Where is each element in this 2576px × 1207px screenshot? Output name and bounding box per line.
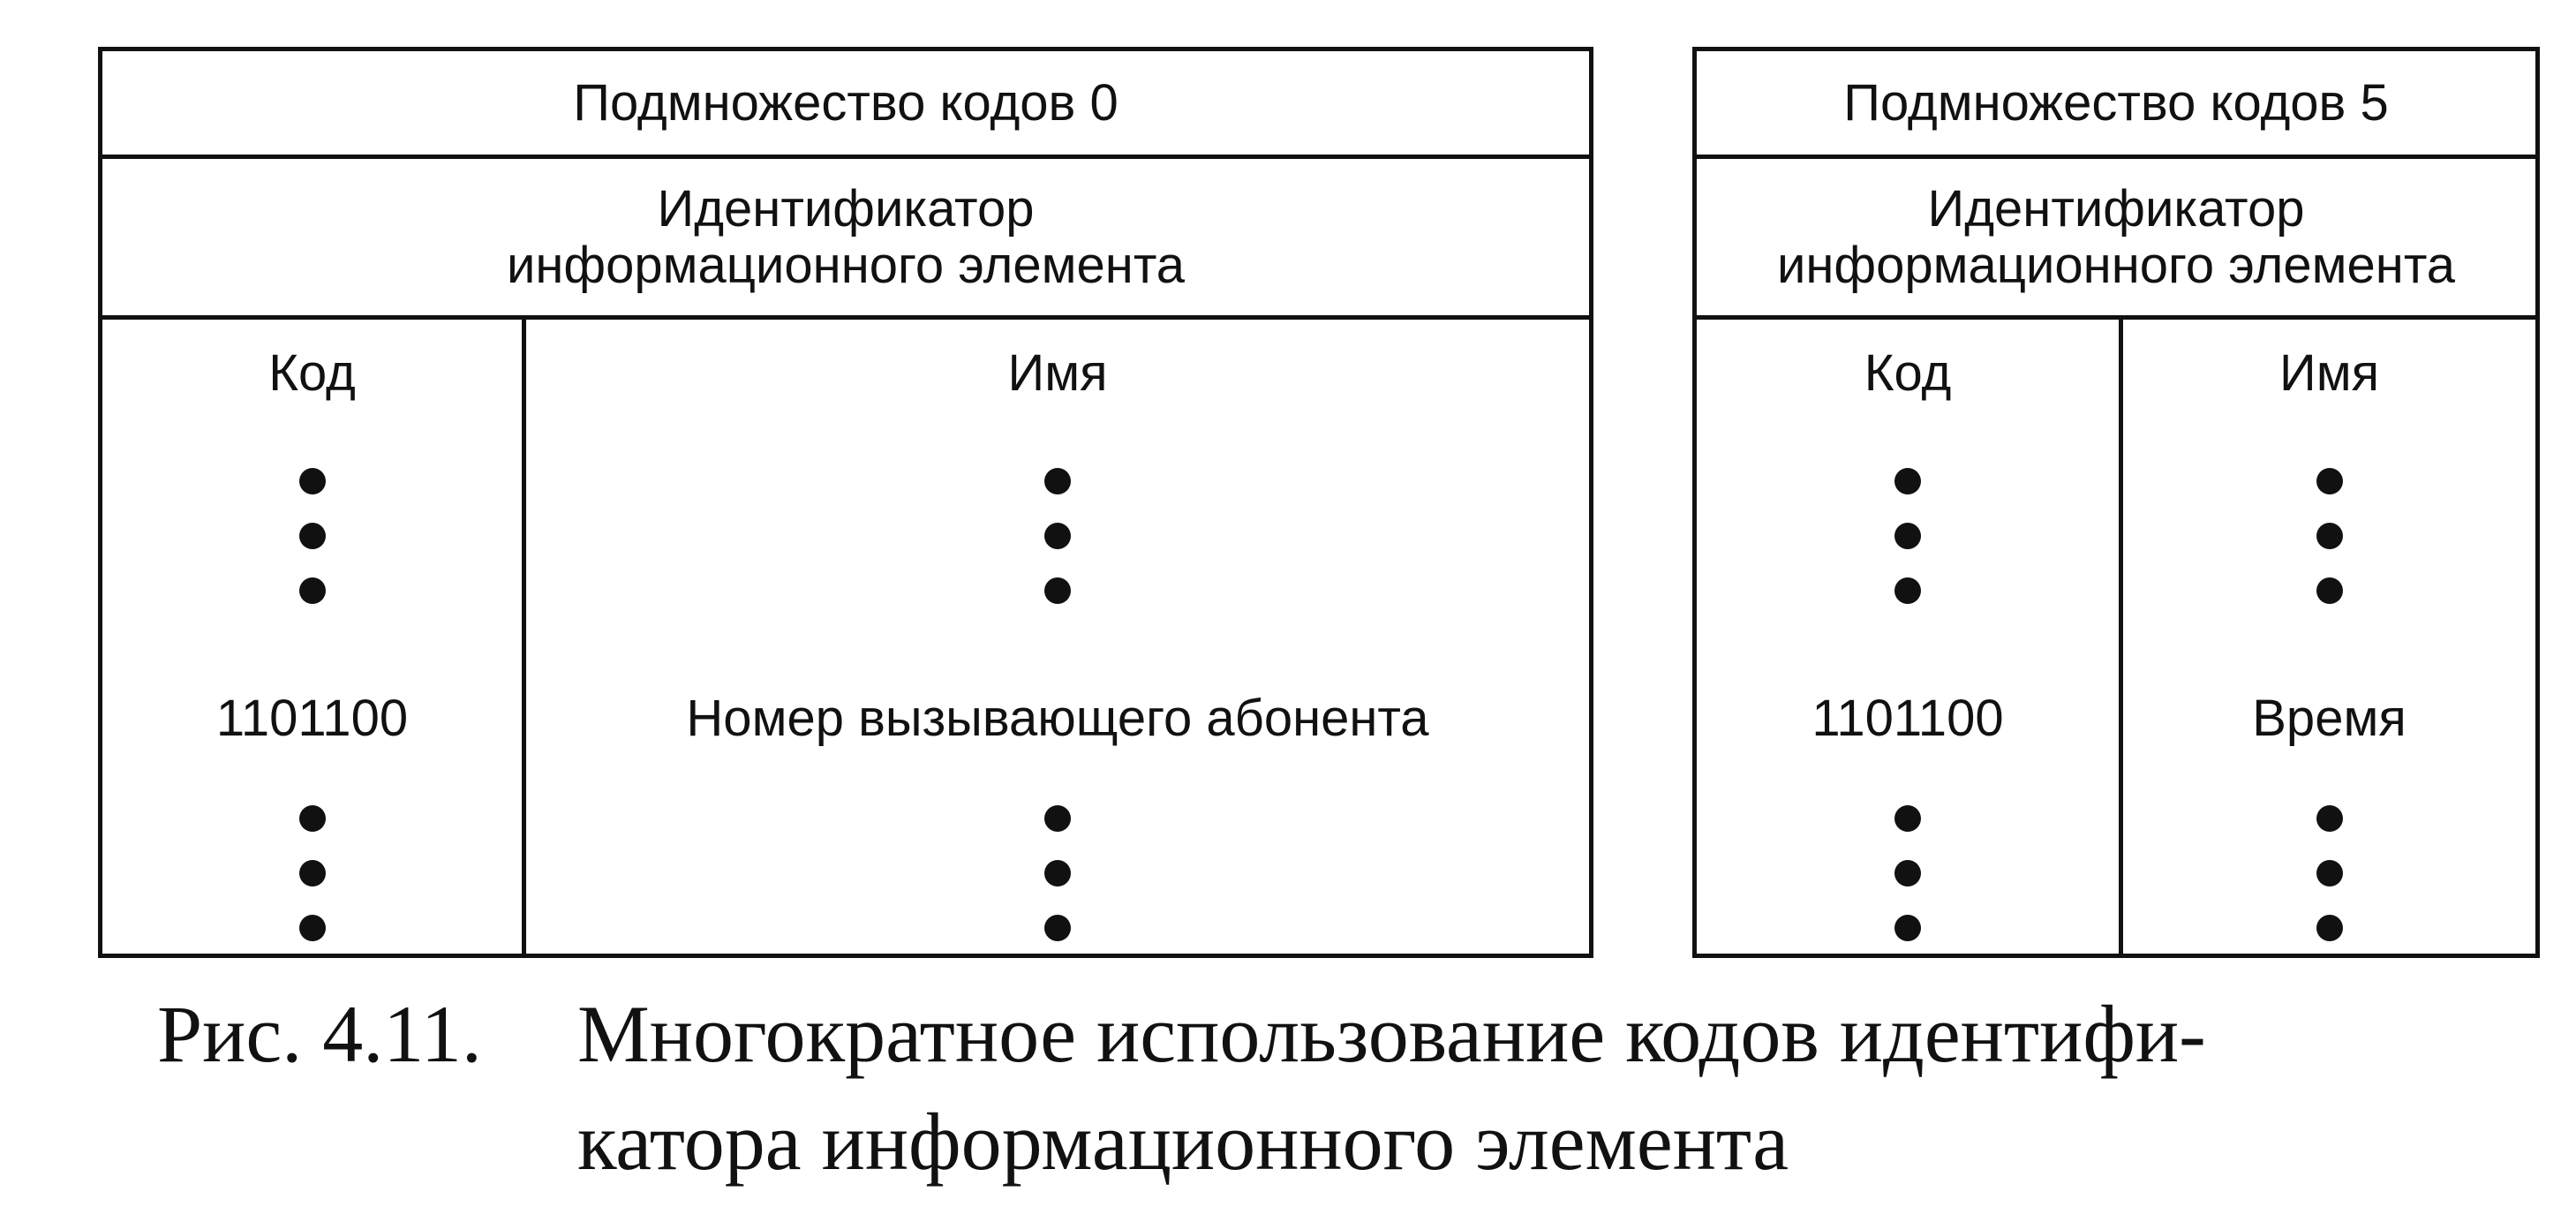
ellipsis-dots-bottom [1697, 805, 2119, 969]
ie-identifier-header-line-1: Идентификатор [1927, 179, 2305, 238]
dot [1894, 523, 1921, 549]
dot [1044, 805, 1071, 832]
ie-identifier-header [102, 159, 1589, 320]
code-value: 1101100 [215, 690, 409, 747]
figure-number: Рис. 4.11. [157, 989, 482, 1079]
dot [299, 577, 326, 604]
dot [1044, 860, 1071, 886]
dot [2316, 860, 2343, 886]
name-value: Время [2252, 690, 2407, 747]
figure-caption-text [577, 980, 2520, 1196]
ellipsis-dots-top [526, 468, 1589, 632]
ellipsis-dots-top [102, 468, 522, 632]
ie-identifier-header-line-2: информационного элемента [507, 236, 1185, 294]
code-column [1697, 320, 2123, 954]
name-column-body [2123, 426, 2535, 954]
code-column-body [102, 426, 522, 954]
ellipsis-dots-top [2123, 468, 2535, 632]
code-subset-5-table [1692, 47, 2540, 958]
figure-caption-line-2: катора информационного элемента [577, 1097, 1789, 1187]
dot [2316, 577, 2343, 604]
dot [1044, 468, 1071, 494]
ellipsis-dots-bottom [2123, 805, 2535, 969]
ie-identifier-header [1697, 159, 2535, 320]
ellipsis-dots-top [1697, 468, 2119, 632]
ie-identifier-header-line-1: Идентификатор [657, 179, 1035, 238]
code-column [102, 320, 526, 954]
name-column-body [526, 426, 1589, 954]
figure-caption-line-1: Многократное использование кодов идентифи- [577, 989, 2206, 1079]
code-value: 1101100 [1811, 690, 2004, 747]
dot [1044, 523, 1071, 549]
dot [2316, 523, 2343, 549]
code-column-header: Код [268, 343, 356, 402]
dot [299, 468, 326, 494]
table-title: Подмножество кодов 0 [102, 51, 1589, 159]
ellipsis-dots-bottom [102, 805, 522, 969]
ie-identifier-header-line-2: информационного элемента [1777, 236, 2455, 294]
dot [1044, 577, 1071, 604]
dot [299, 523, 326, 549]
dot [1894, 468, 1921, 494]
name-column [526, 320, 1589, 954]
dot [2316, 915, 2343, 941]
dot [299, 915, 326, 941]
dot [1894, 860, 1921, 886]
ellipsis-dots-bottom [526, 805, 1589, 969]
dot [2316, 805, 2343, 832]
dot [299, 860, 326, 886]
dot [299, 805, 326, 832]
name-column-header: Имя [1007, 343, 1108, 402]
code-subset-0-table [98, 47, 1593, 958]
dot [1894, 577, 1921, 604]
name-column-header: Имя [2279, 343, 2379, 402]
dot [1044, 915, 1071, 941]
dot [2316, 468, 2343, 494]
dot [1894, 915, 1921, 941]
code-column-body [1697, 426, 2119, 954]
table-title: Подмножество кодов 5 [1697, 51, 2535, 159]
name-value: Номер вызывающего абонента [686, 690, 1429, 747]
code-column-header: Код [1864, 343, 1952, 402]
name-column [2123, 320, 2535, 954]
dot [1894, 805, 1921, 832]
